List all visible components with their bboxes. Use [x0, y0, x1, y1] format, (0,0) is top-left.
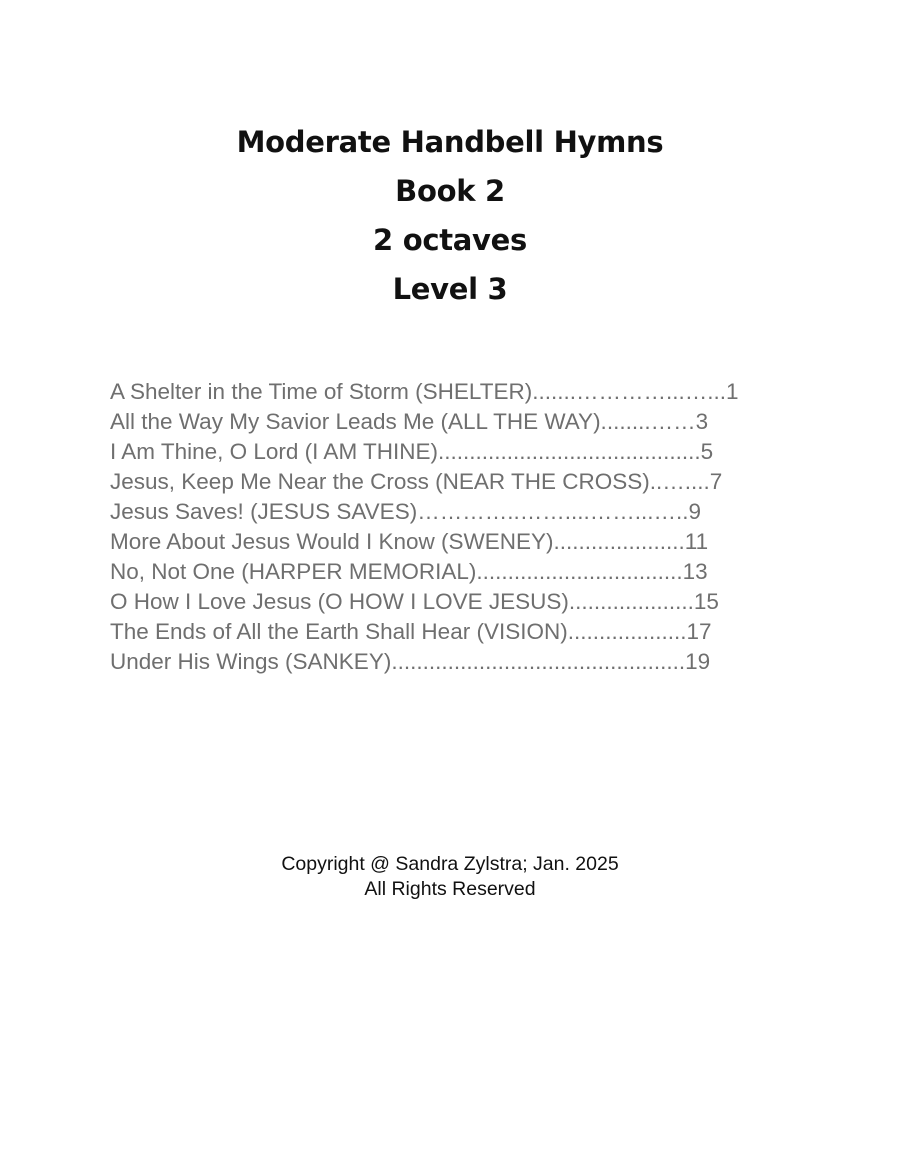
copyright-notice: Copyright @ Sandra Zylstra; Jan. 2025: [281, 853, 619, 875]
table-of-contents: [110, 377, 810, 677]
title-block: [0, 118, 900, 314]
rights-reserved: All Rights Reserved: [364, 878, 536, 900]
book-title: Moderate Handbell Hymns: [236, 125, 664, 159]
toc-entry: Under His Wings (SANKEY)...............................................19: [110, 649, 711, 674]
toc-entry: All the Way My Savior Leads Me (ALL THE WAY)........……3: [110, 409, 709, 434]
toc-entry: O How I Love Jesus (O HOW I LOVE JESUS)....................15: [110, 589, 719, 614]
toc-entry: I Am Thine, O Lord (I AM THINE)..........................................5: [110, 439, 714, 464]
toc-entry: Jesus Saves! (JESUS SAVES)…………..……....……...…..9: [110, 499, 701, 524]
octave-range: 2 octaves: [373, 223, 527, 257]
book-number: Book 2: [395, 174, 505, 208]
copyright-block: [0, 852, 900, 902]
toc-entry: The Ends of All the Earth Shall Hear (VISION)...................17: [110, 619, 712, 644]
toc-entry: No, Not One (HARPER MEMORIAL).................................13: [110, 559, 708, 584]
toc-entry: More About Jesus Would I Know (SWENEY).....................11: [110, 529, 709, 554]
toc-entry: Jesus, Keep Me Near the Cross (NEAR THE CROSS)..…....7: [110, 469, 723, 494]
toc-entry: A Shelter in the Time of Storm (SHELTER).......…………...…...1: [110, 379, 739, 404]
difficulty-level: Level 3: [392, 272, 508, 306]
